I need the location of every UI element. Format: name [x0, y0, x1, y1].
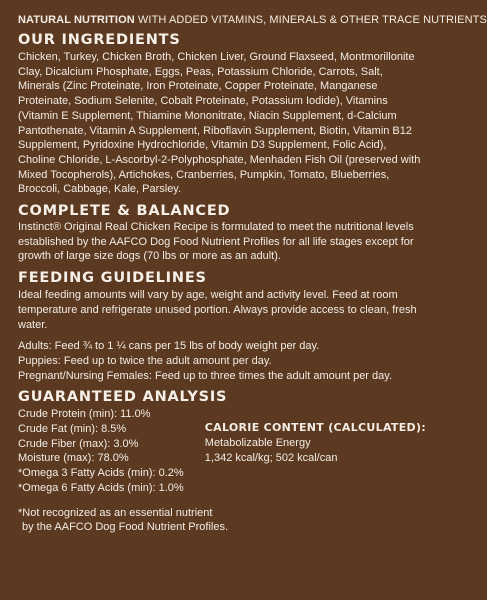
analysis-row: Moisture (max): 78.0% — [18, 452, 129, 465]
analysis-list — [18, 407, 205, 495]
complete-heading: COMPLETE & BALANCED — [18, 203, 231, 220]
analysis-row: Crude Fiber (max): 3.0% — [18, 437, 139, 450]
feeding-puppies: Puppies: Feed up to twice the adult amount per day. — [18, 354, 272, 367]
footnote-line-2: by the AAFCO Dog Food Nutrient Profiles. — [22, 521, 229, 534]
analysis-row: Crude Protein (min): 11.0% — [18, 408, 151, 421]
calorie-content — [205, 407, 426, 495]
analysis-section — [18, 389, 426, 535]
intro-bold: NATURAL NUTRITION — [18, 14, 135, 26]
analysis-row: *Omega 3 Fatty Acids (min): 0.2% — [18, 467, 184, 480]
analysis-table — [18, 407, 426, 495]
calorie-label: Metabolizable Energy — [204, 437, 311, 450]
intro-rest: WITH ADDED VITAMINS, MINERALS & OTHER TRACE NUTRIENTS — [134, 14, 487, 26]
intro-line — [18, 14, 487, 26]
footnote — [18, 506, 426, 535]
ingredients-heading: OUR INGREDIENTS — [18, 32, 181, 48]
feeding-text: Ideal feeding amounts will vary by age, weight and activity level. Feed at room temperature and refrigerate unused portion. Always provide access to clean, fresh water. — [18, 289, 417, 331]
analysis-heading: GUARANTEED ANALYSIS — [18, 389, 228, 406]
footnote-line-1: *Not recognized as an essential nutrient — [18, 506, 213, 519]
analysis-row: Crude Fat (min): 8.5% — [18, 423, 127, 436]
feeding-section — [18, 270, 426, 383]
feeding-heading: FEEDING GUIDELINES — [18, 270, 207, 287]
ingredients-text: Chicken, Turkey, Chicken Broth, Chicken Liver, Ground Flaxseed, Montmorillonite Clay, Dicalcium Phosphate, Eggs, Peas, Potassium Chloride, Carrots, Salt, Minerals (Zinc Proteinate, Iron Proteinate, Copper Proteinate, Manganese Proteinate, Sodium Selenite, Cobalt Proteinate, Potassium Iodide), Vitamins (Vitamin E Supplement, Thiamine Mononitrate, Niacin Supplement, d-Calcium Pantothenate, Vitamin A Supplement, Riboflavin Supplement, Biotin, Vitamin B12 Supplement, Pyridoxine Hydrochloride, Vitamin D3 Supplement, Folic Acid), Choline Chloride, L-Ascorbyl-2-Polyphosphate, Menhaden Fish Oil (preserved with Mixed Tocopherols), Artichokes, Cranberries, Pumpkin, Tomato, Blueberries, Broccoli, Cabbage, Kale, Parsley. — [18, 51, 421, 196]
complete-section — [18, 203, 426, 264]
analysis-row: *Omega 6 Fatty Acids (min): 1.0% — [18, 481, 184, 494]
calorie-heading: CALORIE CONTENT (CALCULATED): — [204, 421, 426, 435]
feeding-adults: Adults: Feed ¾ to 1 ¼ cans per 15 lbs of body weight per day. — [18, 340, 320, 353]
complete-text: Instinct® Original Real Chicken Recipe is formulated to meet the nutritional levels established by the AAFCO Dog Food Nutrient Profiles for all life stages except for growth of large size dogs (70 lbs or more as an adult). — [18, 221, 414, 263]
ingredients-section — [18, 32, 426, 197]
calorie-value: 1,342 kcal/kg; 502 kcal/can — [204, 451, 338, 464]
feeding-pregnant: Pregnant/Nursing Females: Feed up to three times the adult amount per day. — [18, 369, 392, 382]
feeding-amounts — [18, 339, 426, 383]
